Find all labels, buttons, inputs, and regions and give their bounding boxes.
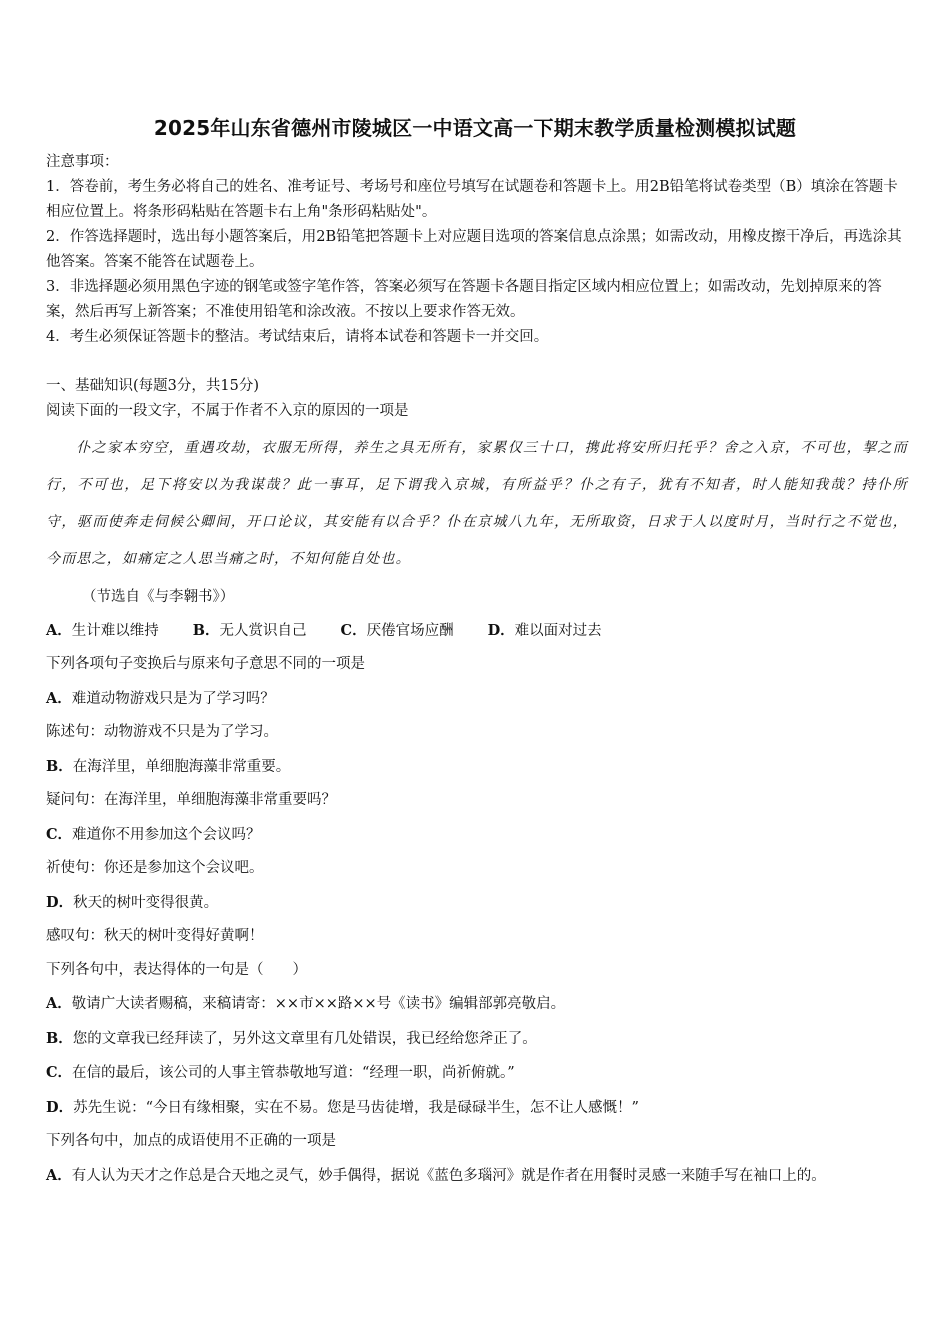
option-text: 苏先生说：“今日有缘相聚，实在不易。您是马齿徒增，我是碌碌半生，怎不让人感慨！” xyxy=(73,1099,639,1116)
notice-item: 4．考生必须保证答题卡的整洁。考试结束后，请将本试卷和答题卡一并交回。 xyxy=(46,329,549,345)
option-a[interactable] xyxy=(46,682,908,717)
question-stem: 下列各句中，表达得体的一句是（ ） xyxy=(46,961,307,978)
option-letter: B． xyxy=(46,1029,73,1047)
converted-sentence: 感叹句：秋天的树叶变得好黄啊！ xyxy=(46,928,264,944)
option-text: 难以面对过去 xyxy=(514,623,602,639)
option-b[interactable] xyxy=(193,614,307,648)
section-heading: 一、基础知识(每题3分，共15分) xyxy=(46,378,259,394)
option-letter: C． xyxy=(340,622,367,639)
option-d[interactable] xyxy=(46,886,908,921)
option-a[interactable] xyxy=(46,987,908,1022)
option-text: 难道你不用参加这个会议吗？ xyxy=(72,826,261,843)
option-text: 在信的最后，该公司的人事主管恭敬地写道：“经理一职，尚祈俯就。” xyxy=(72,1065,515,1081)
option-row xyxy=(46,614,908,648)
option-a[interactable] xyxy=(46,1159,908,1194)
notice-item: 2．作答选择题时，选出每小题答案后，用2B铅笔把答题卡上对应题目选项的答案信息点涂黑；如需改动，用橡皮擦干净后，再选涂其他答案。答案不能答在试题卷上。 xyxy=(46,229,902,270)
option-letter: D． xyxy=(46,1098,74,1116)
option-text: 无人赏识自己 xyxy=(219,623,307,639)
option-d[interactable] xyxy=(488,614,602,648)
reading-passage xyxy=(46,430,908,578)
converted-sentence: 祈使句：你还是参加这个会议吧。 xyxy=(46,860,264,876)
option-text: 有人认为天才之作总是合天地之灵气，妙手偶得，据说《蓝色多瑙河》就是作者在用餐时灵感一来随手写在袖口上的。 xyxy=(71,1167,826,1184)
option-c[interactable] xyxy=(46,1056,908,1091)
notice-item: 3．非选择题必须用黑色字迹的钢笔或签字笔作答，答案必须写在答题卡各题目指定区域内相应位置上；如需改动，先划掉原来的答案，然后再写上新答案；不准使用铅笔和涂改液。不按以上要求作答无效。 xyxy=(46,279,882,320)
option-letter: A． xyxy=(46,689,72,707)
option-text: 您的文章我已经拜读了，另外这文章里有几处错误，我已经给您斧正了。 xyxy=(72,1030,537,1047)
passage-text: 仆之家本穷空，重遇攻劫，衣服无所得，养生之具无所有，家累仅三十口，携此将安所归托乎？舍之入京，不可也，挈之而行，不可也，足下将安以为我谋哉？此一事耳，足下谓我入京城，有所益乎？仆之有子，犹有不知者，时人能知我哉？持仆所守，驱而使奔走伺候公卿间，开口论议，其安能有以合乎？仆在京城八九年，无所取资，日求于人以度时月，当时行之不觉也，今而思之，如痛定之人思当痛之时，不知何能自处也。 xyxy=(46,440,908,567)
option-letter: D． xyxy=(487,622,515,639)
option-letter: C． xyxy=(46,825,73,843)
option-letter: A． xyxy=(46,1166,72,1184)
option-c[interactable] xyxy=(46,818,908,853)
notice-heading: 注意事项： xyxy=(46,154,119,170)
passage-source: （节选自《与李翱书》） xyxy=(82,589,235,605)
option-letter: C． xyxy=(46,1064,73,1081)
option-letter: B． xyxy=(192,622,220,639)
page-title: 2025年山东省德州市陵城区一中语文高一下期末教学质量检测模拟试题 xyxy=(153,116,797,140)
question-stem: 阅读下面的一段文字，不属于作者不入京的原因的一项是 xyxy=(46,403,409,419)
option-c[interactable] xyxy=(341,614,454,648)
option-d[interactable] xyxy=(46,1091,908,1126)
option-letter: A． xyxy=(46,995,72,1012)
notice-item: 1．答卷前，考生务必将自己的姓名、准考证号、考场号和座位号填写在试题卷和答题卡上。用2B铅笔将试卷类型（B）填涂在答题卡相应位置上。将条形码粘贴在答题卡右上角"条形码粘贴处"。 xyxy=(46,179,898,220)
option-text: 在海洋里，单细胞海藻非常重要。 xyxy=(72,758,291,775)
option-text: 秋天的树叶变得很黄。 xyxy=(73,894,219,911)
option-text: 生计难以维持 xyxy=(71,623,159,639)
converted-sentence: 疑问句：在海洋里，单细胞海藻非常重要吗？ xyxy=(46,792,336,808)
question-stem: 下列各句中，加点的成语使用不正确的一项是 xyxy=(46,1133,336,1149)
option-text: 难道动物游戏只是为了学习吗？ xyxy=(71,690,275,707)
question-stem: 下列各项句子变换后与原来句子意思不同的一项是 xyxy=(46,656,365,672)
option-letter: D． xyxy=(46,893,74,911)
option-text: 厌倦官场应酬 xyxy=(366,623,454,639)
document-body xyxy=(46,150,908,1193)
spacer xyxy=(46,350,908,374)
option-letter: B． xyxy=(46,757,73,775)
option-text: 敬请广大读者赐稿，来稿请寄：××市××路××号《读书》编辑部郭亮敬启。 xyxy=(71,996,566,1012)
converted-sentence: 陈述句：动物游戏不只是为了学习。 xyxy=(46,724,278,740)
option-letter: A． xyxy=(46,622,72,639)
option-b[interactable] xyxy=(46,1022,908,1057)
option-a[interactable] xyxy=(46,614,159,648)
option-b[interactable] xyxy=(46,750,908,785)
